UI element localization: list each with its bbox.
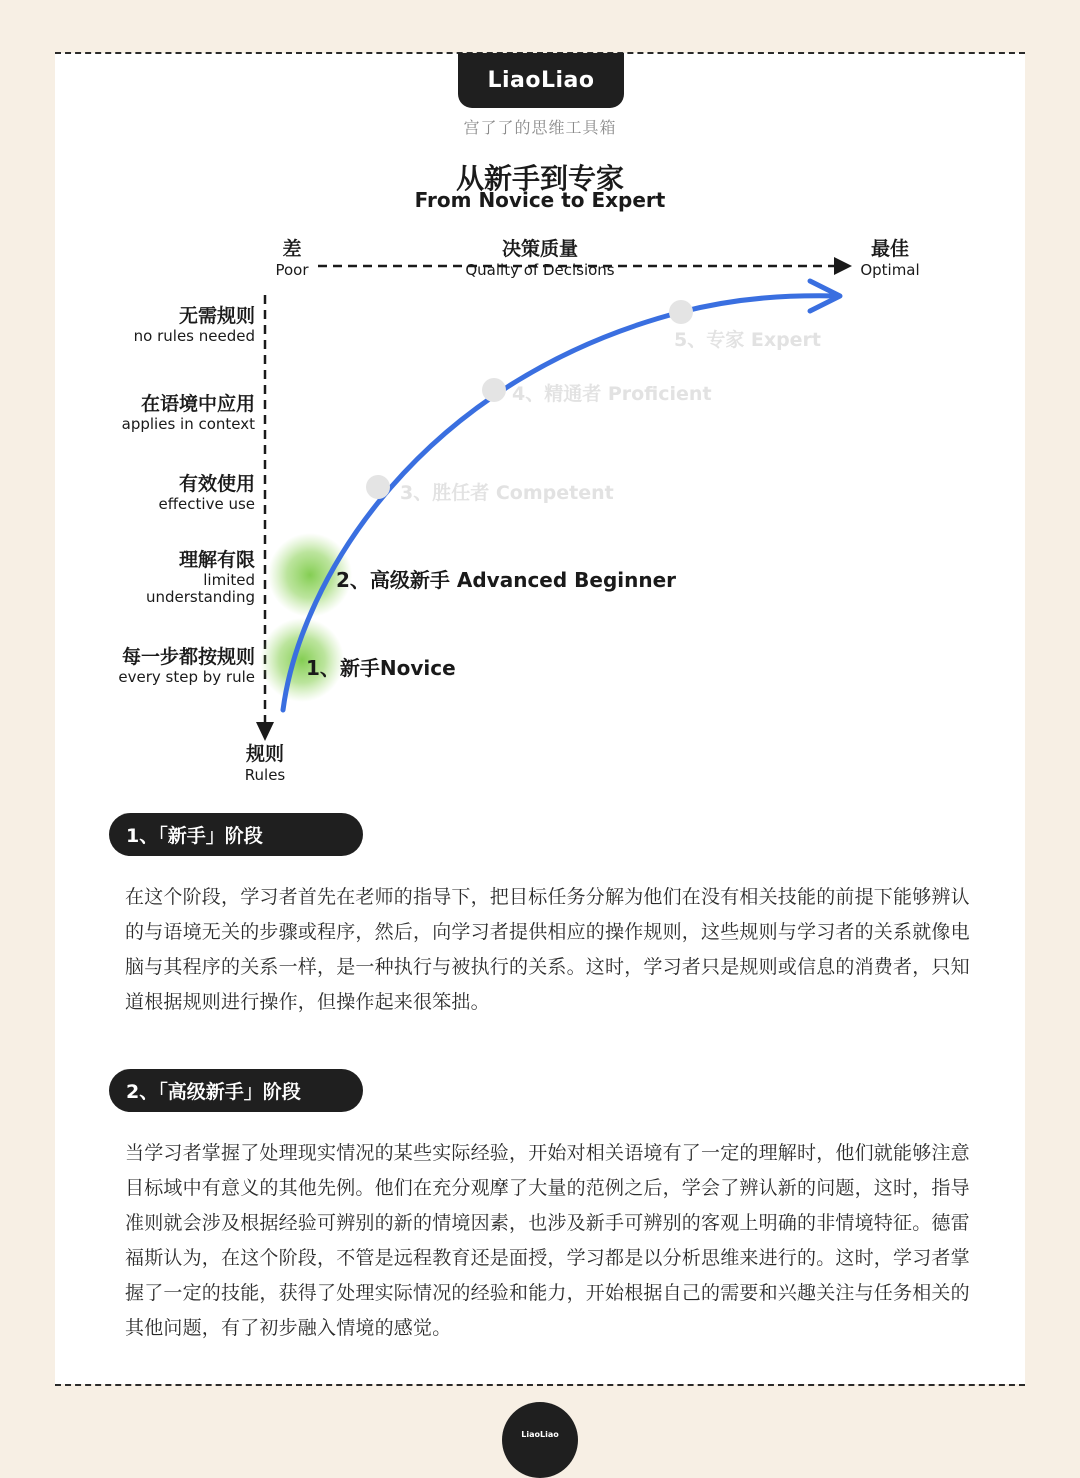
y-level-limited-understanding: 理解有限 limited understanding (145, 549, 255, 606)
section-2-body: 当学习者掌握了处理现实情况的某些实际经验，开始对相关语境有了一定的理解时，他们就能够注意目标域中有意义的其他先例。他们在充分观摩了大量的范例之后，学会了辨认新的问题，这时，指导准则就会涉及根据经验可辨别的新的情境因素，也涉及新手可辨别的客观上明确的非情境特征。德雷福斯认为，在这个阶段，不管是远程教育还是面授，学习都是以分析思维来进行的。这时，学习者掌握了一定的技能，获得了处理实际情况的经验和能力，开始根据自己的需要和兴趣关注与任务相关的其他问题，有了初步融入情境的感觉。 (125, 1142, 970, 1339)
section-1-heading: 1、「新手」阶段 (109, 813, 363, 856)
bottom-badge-text: LiaoLiao (521, 1430, 559, 1439)
y-axis-end-label: 规则 Rules (244, 743, 286, 784)
stage-1-label: 1、新手Novice (306, 656, 456, 680)
y-level-every-step: 每一步都按规则 every step by rule (118, 646, 255, 686)
diagram-title-en: From Novice to Expert (414, 188, 666, 212)
brand-subtitle: 宫了了的思维工具箱 (463, 118, 617, 137)
stage-4-label: 4、精通者 Proficient (512, 383, 712, 405)
section-1-body: 在这个阶段，学习者首先在老师的指导下，把目标任务分解为他们在没有相关技能的前提下能够辨认的与语境无关的步骤或程序，然后，向学习者提供相应的操作规则，这些规则与学习者的关系就像电脑与其程序的关系一样，是一种执行与被执行的关系。这时，学习者只是规则或信息的消费者，只知道根据规则进行操作，但操作起来很笨拙。 (125, 886, 970, 1013)
bottom-badge-logo (502, 1402, 578, 1478)
stage-5-dot (669, 300, 693, 324)
x-axis-left-label: 差 Poor (275, 238, 309, 279)
x-axis-title: 决策质量 Quality of Decisions (465, 238, 615, 279)
y-level-effective-use: 有效使用 effective use (158, 473, 255, 513)
brand-logo-text: LiaoLiao (487, 68, 595, 93)
y-level-no-rules: 无需规则 no rules needed (133, 305, 255, 345)
y-level-applies-in-context: 在语境中应用 applies in context (121, 393, 255, 433)
y-axis-arrow-icon (256, 722, 274, 741)
stage-3-label: 3、胜任者 Competent (400, 482, 614, 504)
section-2-heading: 2、「高级新手」阶段 (109, 1069, 363, 1112)
stage-2-label: 2、高级新手 Advanced Beginner (336, 568, 677, 592)
x-axis-right-label: 最佳 Optimal (860, 238, 920, 279)
bottom-dashed-border (55, 1384, 1025, 1386)
stage-3-dot (366, 475, 390, 499)
stage-4-dot (482, 378, 506, 402)
stage-5-label: 5、专家 Expert (674, 329, 822, 351)
diagram-title-cn: 从新手到专家 (455, 162, 624, 195)
